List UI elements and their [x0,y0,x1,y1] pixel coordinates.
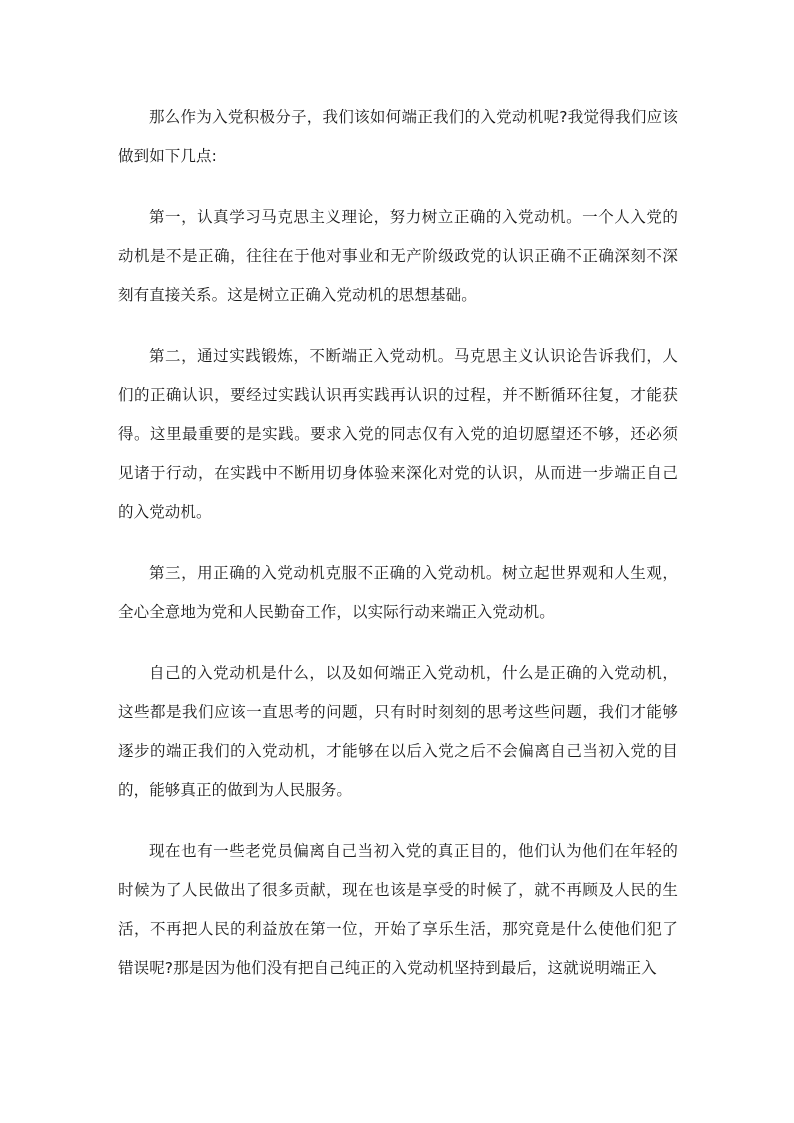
paragraph-old-members: 现在也有一些老党员偏离自己当初入党的真正目的，他们认为他们在年轻的时候为了人民做出了很多贡献，现在也该是享受的时候了，就不再顾及人民的生活，不再把人民的利益放在第一位，开始了享乐生活，那究竟是什么使他们犯了错误呢?那是因为他们没有把自己纯正的入党动机坚持到最后，这就说明端正入 [118,842,678,977]
paragraph-third-point: 第三，用正确的入党动机克服不正确的入党动机。树立起世界观和人生观，全心全意地为党和人民勤奋工作，以实际行动来端正入党动机。 [118,564,678,621]
paragraph-first-point: 第一，认真学习马克思主义理论，努力树立正确的入党动机。一个人入党的动机是不是正确，往往在于他对事业和无产阶级政党的认识正确不正确深刻不深刻有直接关系。这是树立正确入党动机的思想基础。 [118,208,678,304]
document-body [118,98,678,1010]
paragraph-second-point: 第二，通过实践锻炼，不断端正入党动机。马克思主义认识论告诉我们，人们的正确认识，要经过实践认识再实践再认识的过程，并不断循环往复，才能获得。这里最重要的是实践。要求入党的同志仅有入党的迫切愿望还不够，还必须见诸于行动，在实践中不断用切身体验来深化对党的认识，从而进一步端正自己的入党动机。 [118,347,678,521]
paragraph-reflection: 自己的入党动机是什么，以及如何端正入党动机，什么是正确的入党动机，这些都是我们应该一直思考的问题，只有时时刻刻的思考这些问题，我们才能够逐步的端正我们的入党动机，才能够在以后入党之后不会偏离自己当初入党的目的，能够真正的做到为人民服务。 [118,664,678,799]
paragraph-intro: 那么作为入党积极分子，我们该如何端正我们的入党动机呢?我觉得我们应该做到如下几点: [118,108,678,165]
